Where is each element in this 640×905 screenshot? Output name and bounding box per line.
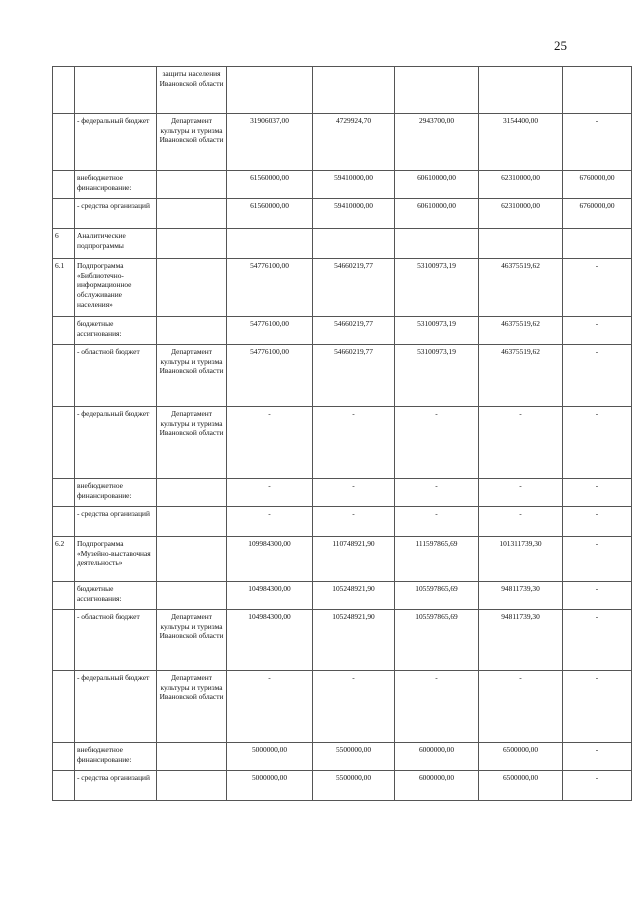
row-name-cell: - областной бюджет: [75, 610, 157, 671]
row-executor-cell: [157, 507, 227, 537]
table-row: [53, 479, 632, 507]
row-value-cell: -: [227, 507, 313, 537]
table-row: [53, 407, 632, 479]
row-name-cell: внебюджетное финансирование:: [75, 479, 157, 507]
row-value-cell: 6000000,00: [395, 743, 479, 771]
row-executor-cell: [157, 743, 227, 771]
row-value-cell: 46375519,62: [479, 259, 563, 317]
row-value-cell: -: [563, 671, 632, 743]
row-number-cell: [53, 345, 75, 407]
row-value-cell: 6760000,00: [563, 171, 632, 199]
row-executor-cell: [157, 199, 227, 229]
row-number-cell: [53, 771, 75, 801]
row-value-cell: 6500000,00: [479, 743, 563, 771]
row-value-cell: -: [479, 479, 563, 507]
table-row: [53, 537, 632, 582]
row-name-cell: [75, 67, 157, 114]
row-name-cell: - средства организаций: [75, 771, 157, 801]
row-executor-cell: [157, 317, 227, 345]
row-value-cell: [313, 229, 395, 259]
row-value-cell: 94811739,30: [479, 582, 563, 610]
row-value-cell: 53100973,19: [395, 345, 479, 407]
row-value-cell: -: [563, 507, 632, 537]
row-name-cell: бюджетные ассигнования:: [75, 317, 157, 345]
row-name-cell: внебюджетное финансирование:: [75, 171, 157, 199]
row-value-cell: 6500000,00: [479, 771, 563, 801]
table-body: [53, 67, 632, 801]
row-executor-cell: [157, 771, 227, 801]
row-number-cell: [53, 317, 75, 345]
row-number-cell: 6.1: [53, 259, 75, 317]
row-executor-cell: Департамент культуры и туризма Ивановской области: [157, 114, 227, 171]
row-value-cell: -: [395, 671, 479, 743]
table-row: [53, 345, 632, 407]
row-number-cell: [53, 199, 75, 229]
row-name-cell: внебюджетное финансирование:: [75, 743, 157, 771]
row-value-cell: -: [563, 479, 632, 507]
row-value-cell: -: [313, 507, 395, 537]
row-value-cell: 5000000,00: [227, 771, 313, 801]
row-value-cell: 60610000,00: [395, 199, 479, 229]
budget-table: [52, 66, 632, 801]
row-number-cell: 6.2: [53, 537, 75, 582]
row-value-cell: 5000000,00: [227, 743, 313, 771]
row-value-cell: 59410000,00: [313, 199, 395, 229]
row-value-cell: 104984300,00: [227, 610, 313, 671]
row-value-cell: -: [313, 479, 395, 507]
row-value-cell: 111597865,69: [395, 537, 479, 582]
row-value-cell: 94811739,30: [479, 610, 563, 671]
row-value-cell: 54776100,00: [227, 317, 313, 345]
row-value-cell: 46375519,62: [479, 317, 563, 345]
row-value-cell: -: [479, 507, 563, 537]
table-row: [53, 610, 632, 671]
row-value-cell: -: [563, 743, 632, 771]
row-value-cell: 104984300,00: [227, 582, 313, 610]
row-value-cell: 62310000,00: [479, 171, 563, 199]
row-value-cell: 46375519,62: [479, 345, 563, 407]
row-value-cell: -: [227, 479, 313, 507]
row-value-cell: -: [395, 507, 479, 537]
row-number-cell: [53, 407, 75, 479]
table-row: [53, 771, 632, 801]
row-value-cell: [395, 67, 479, 114]
row-value-cell: [479, 229, 563, 259]
row-name-cell: Подпрограмма «Музейно-выставочная деятельность»: [75, 537, 157, 582]
row-value-cell: -: [479, 407, 563, 479]
row-value-cell: 31906037,00: [227, 114, 313, 171]
row-value-cell: 6760000,00: [563, 199, 632, 229]
row-number-cell: [53, 671, 75, 743]
table-row: [53, 67, 632, 114]
row-name-cell: Аналитические подпрограммы: [75, 229, 157, 259]
row-value-cell: 6000000,00: [395, 771, 479, 801]
row-executor-cell: [157, 259, 227, 317]
row-name-cell: бюджетные ассигнования:: [75, 582, 157, 610]
row-value-cell: 54660219,77: [313, 259, 395, 317]
row-value-cell: 4729924,70: [313, 114, 395, 171]
row-value-cell: [563, 67, 632, 114]
table-row: [53, 317, 632, 345]
row-value-cell: -: [563, 345, 632, 407]
table-row: [53, 743, 632, 771]
row-value-cell: 59410000,00: [313, 171, 395, 199]
row-executor-cell: [157, 229, 227, 259]
table-row: [53, 259, 632, 317]
row-value-cell: -: [563, 407, 632, 479]
row-executor-cell: [157, 479, 227, 507]
row-name-cell: - федеральный бюджет: [75, 114, 157, 171]
row-executor-cell: Департамент культуры и туризма Ивановской области: [157, 610, 227, 671]
row-value-cell: -: [563, 317, 632, 345]
row-value-cell: 53100973,19: [395, 259, 479, 317]
row-value-cell: 54776100,00: [227, 259, 313, 317]
table-row: [53, 171, 632, 199]
row-value-cell: -: [227, 671, 313, 743]
table-row: [53, 671, 632, 743]
row-number-cell: [53, 743, 75, 771]
row-value-cell: 54660219,77: [313, 317, 395, 345]
table-row: [53, 199, 632, 229]
row-executor-cell: [157, 582, 227, 610]
row-value-cell: 3154400,00: [479, 114, 563, 171]
row-value-cell: 101311739,30: [479, 537, 563, 582]
table-row: [53, 114, 632, 171]
row-value-cell: [227, 67, 313, 114]
row-value-cell: -: [479, 671, 563, 743]
table-row: [53, 229, 632, 259]
row-value-cell: -: [563, 259, 632, 317]
row-executor-cell: [157, 171, 227, 199]
table-row: [53, 507, 632, 537]
row-value-cell: -: [563, 771, 632, 801]
row-value-cell: 105597865,69: [395, 582, 479, 610]
row-value-cell: 60610000,00: [395, 171, 479, 199]
row-number-cell: [53, 479, 75, 507]
row-executor-cell: [157, 537, 227, 582]
row-name-cell: - средства организаций: [75, 507, 157, 537]
row-value-cell: -: [313, 671, 395, 743]
row-number-cell: [53, 507, 75, 537]
row-value-cell: 61560000,00: [227, 171, 313, 199]
row-value-cell: [395, 229, 479, 259]
row-value-cell: [227, 229, 313, 259]
row-value-cell: 54776100,00: [227, 345, 313, 407]
row-value-cell: -: [313, 407, 395, 479]
row-name-cell: - федеральный бюджет: [75, 671, 157, 743]
row-value-cell: 5500000,00: [313, 743, 395, 771]
row-value-cell: 54660219,77: [313, 345, 395, 407]
row-executor-cell: Департамент культуры и туризма Ивановской области: [157, 671, 227, 743]
row-value-cell: -: [227, 407, 313, 479]
row-value-cell: 105248921,90: [313, 582, 395, 610]
row-value-cell: -: [395, 407, 479, 479]
row-name-cell: - средства организаций: [75, 199, 157, 229]
row-value-cell: 5500000,00: [313, 771, 395, 801]
row-value-cell: 53100973,19: [395, 317, 479, 345]
row-executor-cell: Департамент культуры и туризма Ивановской области: [157, 407, 227, 479]
row-value-cell: 62310000,00: [479, 199, 563, 229]
row-value-cell: -: [563, 610, 632, 671]
row-number-cell: [53, 582, 75, 610]
row-value-cell: -: [563, 537, 632, 582]
table-row: [53, 582, 632, 610]
row-value-cell: 61560000,00: [227, 199, 313, 229]
row-executor-cell: Департамент культуры и туризма Ивановской области: [157, 345, 227, 407]
row-value-cell: -: [563, 114, 632, 171]
row-value-cell: 2943700,00: [395, 114, 479, 171]
row-number-cell: [53, 610, 75, 671]
row-executor-cell: защиты населения Ивановской области: [157, 67, 227, 114]
row-value-cell: 109984300,00: [227, 537, 313, 582]
row-value-cell: 105597865,69: [395, 610, 479, 671]
row-number-cell: [53, 171, 75, 199]
row-name-cell: Подпрограмма «Библиотечно-информационное обслуживание населения»: [75, 259, 157, 317]
row-value-cell: [563, 229, 632, 259]
row-value-cell: 105248921,90: [313, 610, 395, 671]
row-number-cell: [53, 114, 75, 171]
page-number: 25: [554, 38, 567, 53]
row-name-cell: - областной бюджет: [75, 345, 157, 407]
row-number-cell: [53, 67, 75, 114]
row-number-cell: 6: [53, 229, 75, 259]
row-value-cell: 110748921,90: [313, 537, 395, 582]
row-value-cell: [313, 67, 395, 114]
row-value-cell: -: [563, 582, 632, 610]
row-value-cell: [479, 67, 563, 114]
row-value-cell: -: [395, 479, 479, 507]
row-name-cell: - федеральный бюджет: [75, 407, 157, 479]
